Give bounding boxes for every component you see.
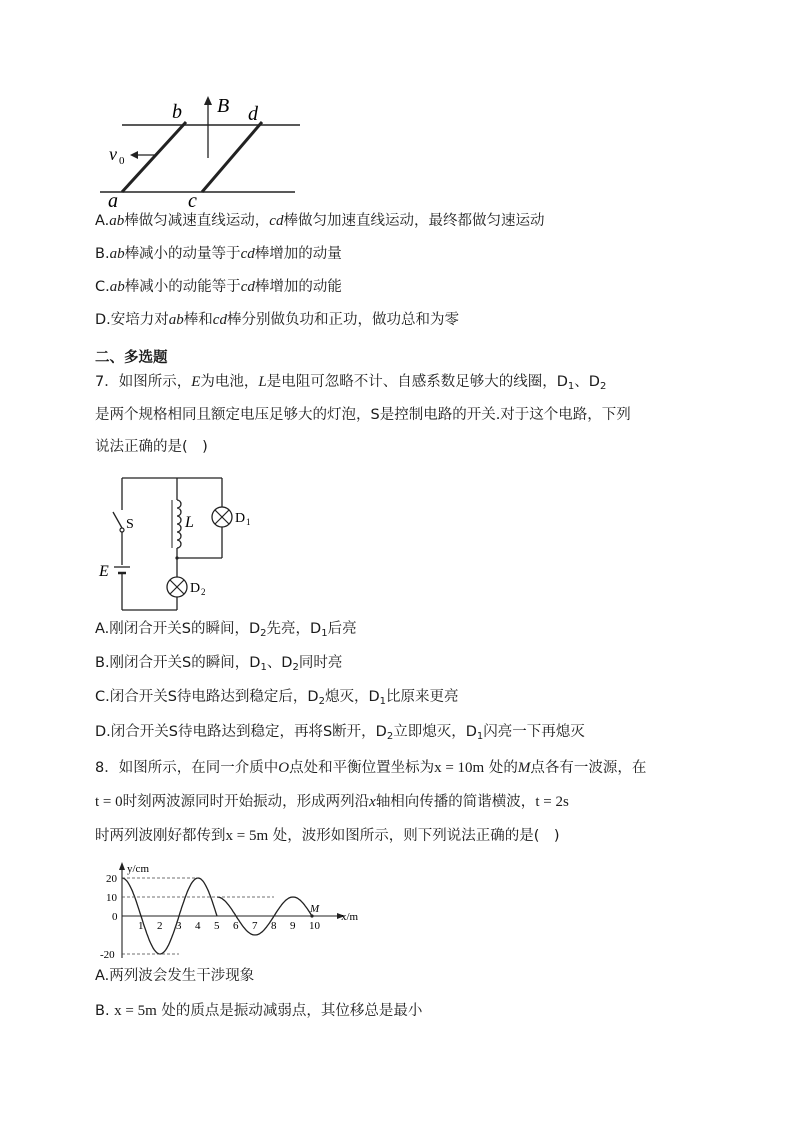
rails-figure — [90, 92, 310, 212]
x-tick-label: 5 — [214, 920, 220, 932]
label-S: S — [126, 517, 134, 532]
y-tick-label: 10 — [106, 892, 117, 904]
q8-line-2: t = 0时刻两波源同时开始振动，形成两列沿x轴相向传播的简谐横波，t = 2s — [95, 794, 569, 810]
q7-option-a: A.刚闭合开关S的瞬间，$D_2$先亮，$D_1$后亮 — [95, 621, 357, 639]
y-axis-label: y/cm — [127, 863, 149, 875]
label-a: a — [108, 190, 118, 212]
v0-arrowhead — [130, 151, 138, 159]
x-tick-label: 3 — [176, 920, 182, 932]
q8-option-b: B. x = 5m 处的质点是振动减弱点，其位移总是最小 — [95, 1003, 423, 1019]
switch-contact — [120, 528, 124, 532]
label-c: c — [188, 190, 197, 212]
label-D1: D — [235, 511, 246, 526]
q8-option-a: A.两列波会发生干涉现象 — [95, 968, 255, 984]
label-M: M — [310, 903, 320, 915]
q7-option-d: D.闭合开关S待电路达到稳定，再将S断开，$D_2$立即熄灭，$D_1$闪亮一下再熄灭 — [95, 724, 585, 742]
q6-option-d: D.安培力对ab棒和cd棒分别做负功和正功，做功总和为零 — [95, 312, 459, 328]
x-tick-label: 7 — [252, 920, 258, 932]
circuit-figure — [95, 470, 275, 620]
wave-figure — [95, 858, 375, 968]
inductor-coil — [177, 500, 181, 548]
q7-option-c: C.闭合开关S待电路达到稳定后，$D_2$熄灭，$D_1$比原来更亮 — [95, 689, 459, 707]
switch-s — [113, 512, 122, 528]
label-E: E — [99, 563, 109, 580]
q6-option-c: C.ab棒减小的动能等于cd棒增加的动能 — [95, 279, 342, 295]
x-tick-label: 8 — [271, 920, 277, 932]
y-tick-label: 20 — [106, 873, 117, 885]
y-tick-label: -20 — [100, 949, 115, 961]
x-tick-label: 10 — [309, 920, 320, 932]
b-field-arrowhead — [204, 96, 212, 105]
x-axis-label: x/m — [341, 911, 359, 923]
label-D1-sub: 1 — [246, 517, 251, 527]
q8-line-3: 时两列波刚好都传到x = 5m 处，波形如图所示，则下列说法正确的是( ) — [95, 828, 560, 844]
x-tick-label: 1 — [138, 920, 144, 932]
q8-line-1: 8．如图所示，在同一介质中O点处和平衡位置坐标为x = 10m 处的M点各有一波源，在 — [95, 760, 647, 776]
rod-cd — [202, 122, 262, 192]
q7-line-3: 说法正确的是( ) — [95, 439, 208, 455]
q7-option-b: B.刚闭合开关S的瞬间，$D_1$、$D_2$同时亮 — [95, 655, 343, 673]
y-axis-arrowhead — [119, 862, 125, 870]
y-tick-label: 0 — [112, 911, 118, 923]
label-v-sub: 0 — [119, 155, 125, 167]
x-tick-label: 6 — [233, 920, 239, 932]
label-v: v — [109, 144, 117, 164]
label-L: L — [185, 514, 194, 531]
rod-ab — [122, 122, 186, 192]
x-tick-label: 9 — [290, 920, 296, 932]
q6-option-a: A.ab棒做匀减速直线运动，cd棒做匀加速直线运动，最终都做匀速运动 — [95, 213, 545, 229]
x-tick-label: 4 — [195, 920, 201, 932]
label-D2: D — [190, 581, 201, 596]
label-D2-sub: 2 — [201, 587, 206, 597]
q7-line-1: 7．如图所示，E为电池，L是电阻可忽略不计、自感系数足够大的线圈，$D_1$、$D_2$ — [95, 374, 607, 392]
label-b: b — [172, 101, 182, 123]
label-d: d — [248, 103, 258, 125]
label-B: B — [217, 95, 230, 117]
q6-option-b: B.ab棒减小的动量等于cd棒增加的动量 — [95, 246, 342, 262]
section-title: 二、多选题 — [95, 350, 168, 366]
x-tick-label: 2 — [157, 920, 163, 932]
junction-dot — [175, 556, 178, 559]
q7-line-2: 是两个规格相同且额定电压足够大的灯泡，S是控制电路的开关.对于这个电路，下列 — [95, 407, 631, 423]
